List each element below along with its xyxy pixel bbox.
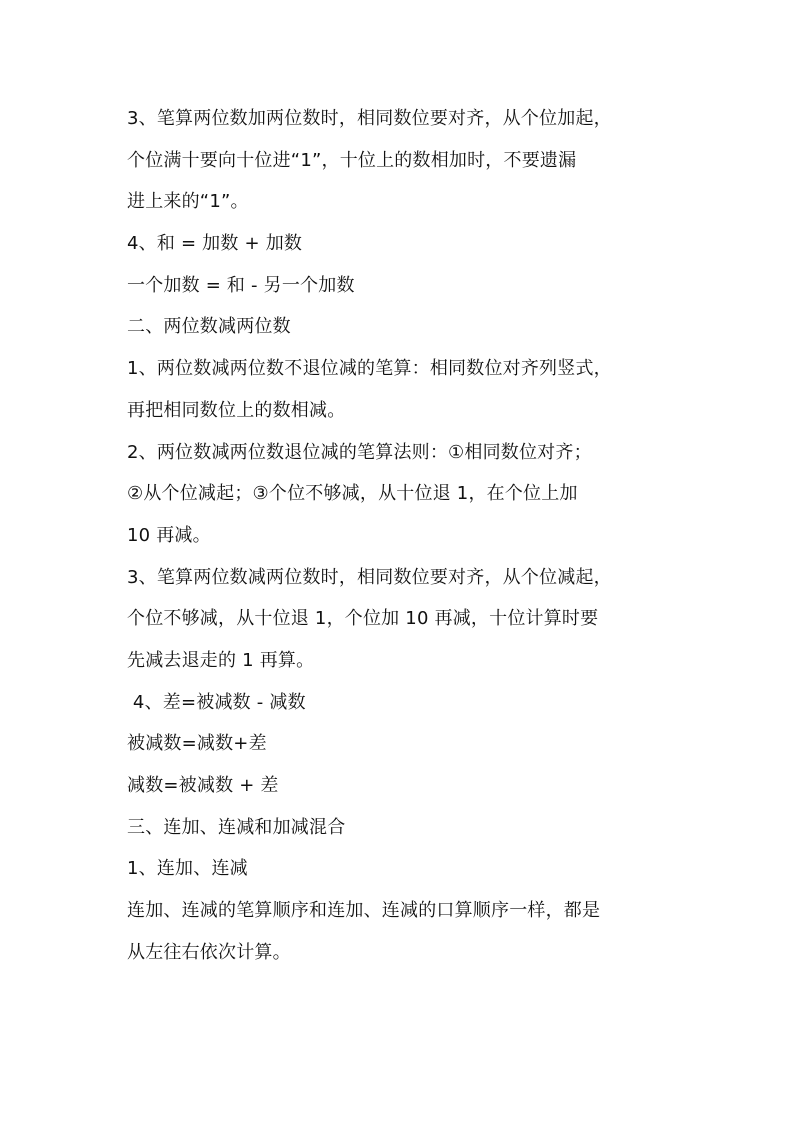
text-line: 3、笔算两位数减两位数时，相同数位要对齐，从个位减起， (127, 566, 612, 588)
text-line: 4、和 = 加数 + 加数 (127, 233, 303, 255)
section-heading: 二、两位数减两位数 (127, 316, 291, 338)
text-line: 2、两位数减两位数退位减的笔算法则：①相同数位对齐； (127, 441, 592, 463)
text-line: ②从个位减起；③个位不够减，从十位退 1，在个位上加 (127, 483, 578, 505)
text-line: 3、笔算两位数加两位数时，相同数位要对齐，从个位加起， (127, 108, 612, 129)
text-line: 1、连加、连减 (127, 858, 248, 880)
text-line: 从左往右依次计算。 (127, 941, 291, 963)
document-body (127, 98, 672, 973)
text-line: 1、两位数减两位数不退位减的笔算：相同数位对齐列竖式， (127, 358, 612, 380)
text-line: 进上来的“1”。 (127, 191, 249, 213)
text-line: 个位满十要向十位进“1”，十位上的数相加时，不要遗漏 (127, 149, 577, 171)
text-line: 4、差=被减数 - 减数 (127, 691, 306, 713)
text-line: 10 再减。 (127, 524, 211, 546)
text-line: 减数=被减数 + 差 (127, 775, 279, 796)
section-heading: 三、连加、连减和加减混合 (127, 816, 346, 838)
text-line: 先减去退走的 1 再算。 (127, 649, 315, 671)
text-line: 一个加数 = 和 - 另一个加数 (127, 274, 355, 296)
text-line: 被减数=减数+差 (127, 733, 267, 755)
text-line: 再把相同数位上的数相减。 (127, 399, 346, 421)
text-line: 连加、连减的笔算顺序和连加、连减的口算顺序一样，都是 (127, 900, 601, 922)
text-line: 个位不够减，从十位退 1，个位加 10 再减，十位计算时要 (127, 608, 599, 630)
